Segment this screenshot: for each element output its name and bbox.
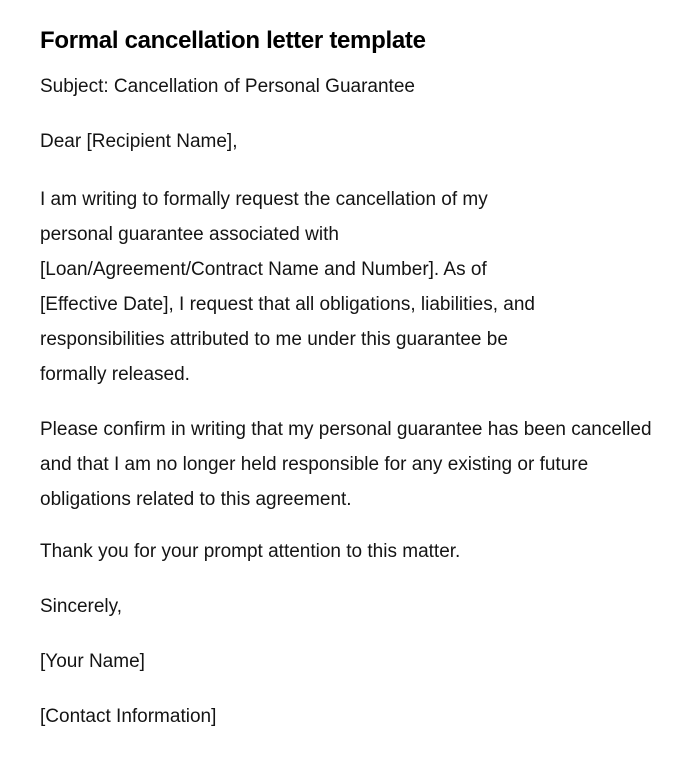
body-paragraph-request: I am writing to formally request the cancellation of my personal guarantee associated with [Loan/Agreement/Contract Name and Number]. As of [Effective Date], I request that all obligations, liabilities, and responsibilities attributed to me under this guarantee be formally released. [40,189,535,385]
signature-name: [Your Name] [40,651,145,672]
subject-line: Subject: Cancellation of Personal Guarantee [40,76,415,97]
contact-information: [Contact Information] [40,706,217,727]
body-paragraph-thanks: Thank you for your prompt attention to this matter. [40,541,461,562]
document-title: Formal cancellation letter template [40,27,426,54]
body-paragraph-confirmation: Please confirm in writing that my personal guarantee has been cancelled and that I am no longer held responsible for any existing or future obligations related to this agreement. [40,419,652,510]
closing: Sincerely, [40,596,123,617]
salutation: Dear [Recipient Name], [40,131,238,152]
